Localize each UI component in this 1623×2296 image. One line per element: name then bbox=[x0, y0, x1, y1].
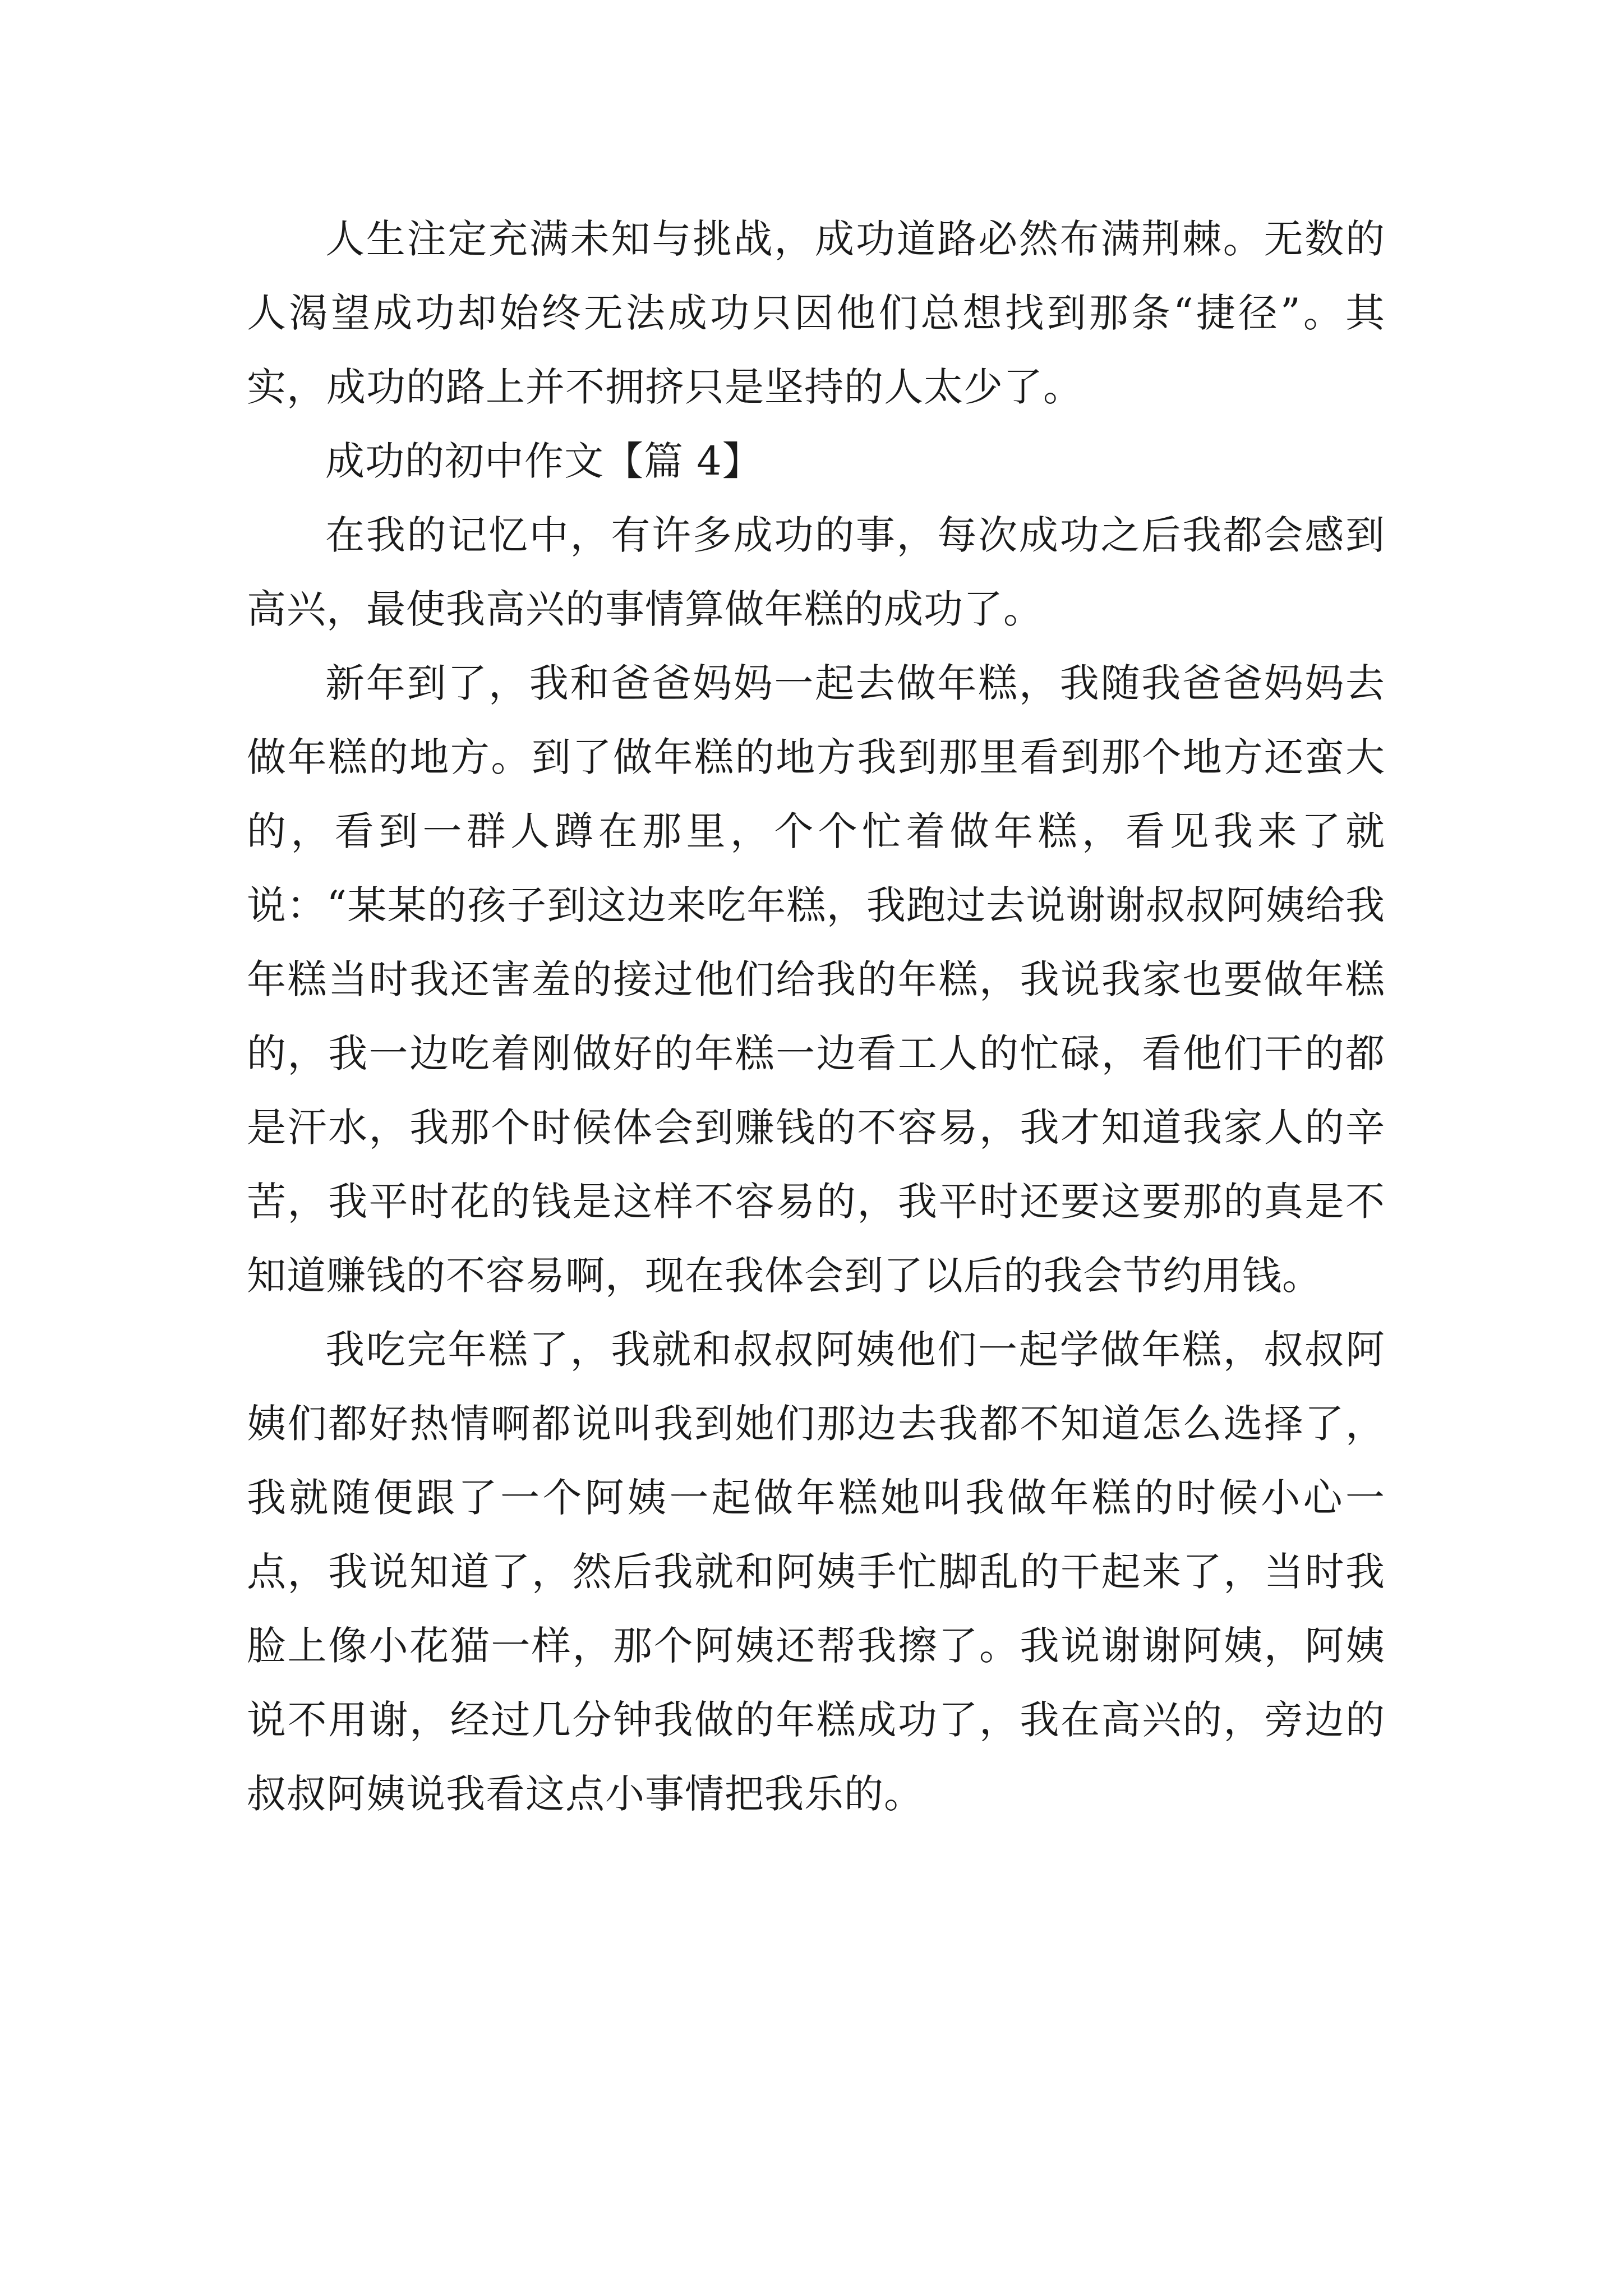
essay-paragraph-1: 在我的记忆中，有许多成功的事，每次成功之后我都会感到高兴，最使我高兴的事情算做年糕的成功了。 bbox=[247, 512, 1385, 632]
essay-paragraph-3: 我吃完年糕了，我就和叔叔阿姨他们一起学做年糕，叔叔阿姨们都好热情啊都说叫我到她们那边去我都不知道怎么选择了，我就随便跟了一个阿姨一起做年糕她叫我做年糕的时候小心一点，我说知道了，然后我就和阿姨手忙脚乱的干起来了，当时我脸上像小花猫一样，那个阿姨还帮我擦了。我说谢谢阿姨，阿姨说不用谢，经过几分钟我做的年糕成功了，我在高兴的，旁边的叔叔阿姨说我看这点小事情把我乐的。 bbox=[247, 1327, 1385, 1817]
essay-paragraph-2: 新年到了，我和爸爸妈妈一起去做年糕，我随我爸爸妈妈去做年糕的地方。到了做年糕的地方我到那里看到那个地方还蛮大的，看到一群人蹲在那里，个个忙着做年糕，看见我来了就说：“某某的孩子到这边来吃年糕，我跑过去说谢谢叔叔阿姨给我年糕当时我还害羞的接过他们给我的年糕，我说我家也要做年糕的，我一边吃着刚做好的年糕一边看工人的忙碌，看他们干的都是汗水，我那个时候体会到赚钱的不容易，我才知道我家人的辛苦，我平时花的钱是这样不容易的，我平时还要这要那的真是不知道赚钱的不容易啊，现在我体会到了以后的我会节约用钱。 bbox=[247, 660, 1385, 1299]
intro-paragraph: 人生注定充满未知与挑战，成功道路必然布满荆棘。无数的人渴望成功却始终无法成功只因他们总想找到那条“捷径”。其实，成功的路上并不拥挤只是坚持的人太少了。 bbox=[247, 216, 1385, 410]
section-heading: 成功的初中作文【篇 4】 bbox=[325, 438, 762, 484]
document-body bbox=[247, 202, 1385, 1831]
